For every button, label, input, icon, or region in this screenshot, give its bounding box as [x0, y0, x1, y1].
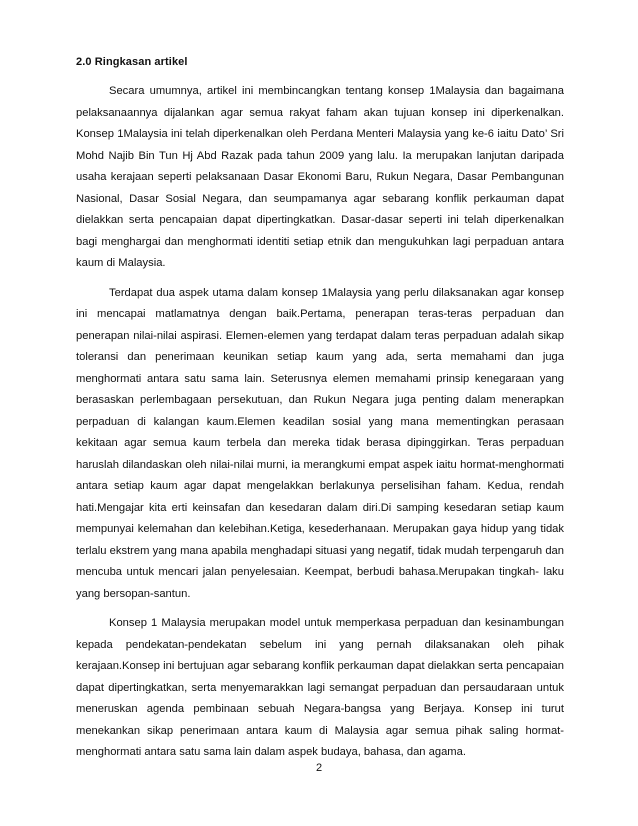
section-heading: 2.0 Ringkasan artikel [76, 56, 188, 68]
article-summary-body [76, 81, 564, 772]
paragraph-3: Konsep 1 Malaysia merupakan model untuk memperkasa perpaduan dan kesinambungan kepada pendekatan-pendekatan sebelum ini yang pernah dilaksanakan oleh pihak kerajaan.Konsep ini bertujuan agar sebarang konflik perkauman dapat dielakkan serta pencapaian dapat dipertingkatkan, serta menyemarakkan lagi semangat perpaduan dan persaudaraan untuk meneruskan agenda pembinaan sebuah Negara-bangsa yang Berjaya. Konsep ini turut menekankan sikap penerimaan antara kaum di Malaysia agar semua pihak saling hormat-menghormati antara satu sama lain dalam aspek budaya, bahasa, dan agama. [76, 617, 564, 758]
paragraph-2: Terdapat dua aspek utama dalam konsep 1Malaysia yang perlu dilaksanakan agar konsep ini mencapai matlamatnya dengan baik.Pertama, penerapan teras-teras perpaduan dan penerapan nilai-nilai aspirasi. Elemen-elemen yang terdapat dalam teras perpaduan adalah sikap toleransi dan penerimaan keunikan setiap kaum yang ada, serta memahami dan juga menghormati antara satu sama lain. Seterusnya elemen memahami prinsip kenegaraan yang berasaskan perlembagaan persekutuan, dan Rukun Negara juga penting dalam menerapkan perpaduan di kalangan kaum.Elemen keadilan sosial yang mana mementingkan perasaan kekitaan agar semua kaum terbela dan mereka tidak berasa dipinggirkan. Teras perpaduan haruslah dilandaskan oleh nilai-nilai murni, ia merangkumi empat aspek iaitu hormat-menghormati antara setiap kaum agar dapat mengelakkan berlakunya perselisihan faham. Kedua, rendah hati.Mengajar kita erti keinsafan dan kesedaran dalam diri.Di samping kesedaran setiap kaum mempunyai kelemahan dan kelebihan.Ketiga, kesederhanaan. Merupakan gaya hidup yang tidak terlalu ekstrem yang mana apabila menghadapi situasi yang negatif, tidak mudah terpengaruh dan mencuba untuk mencari jalan penyelesaian. Keempat, berbudi bahasa.Merupakan tingkah- laku yang bersopan-santun. [76, 286, 564, 600]
paragraph-1: Secara umumnya, artikel ini membincangkan tentang konsep 1Malaysia dan bagaimana pelaksanaannya dijalankan agar semua rakyat faham akan tujuan konsep ini diperkenalkan. Konsep 1Malaysia ini telah diperkenalkan oleh Perdana Menteri Malaysia yang ke-6 iaitu Dato’ Sri Mohd Najib Bin Tun Hj Abd Razak pada tahun 2009 yang lalu. Ia merupakan lanjutan daripada usaha kerajaan seperti pelaksanaan Dasar Ekonomi Baru, Rukun Negara, Dasar Pembangunan Nasional, Dasar Sosial Negara, dan seumpamanya agar sebarang konflik perkauman dapat dielakkan serta pencapaian dapat dipertingkatkan. Dasar-dasar seperti ini telah diperkenalkan bagi menghargai dan menghormati identiti setiap etnik dan mengukuhkan lagi perpaduan antara kaum di Malaysia. [76, 85, 564, 269]
page-number: 2 [315, 762, 323, 774]
